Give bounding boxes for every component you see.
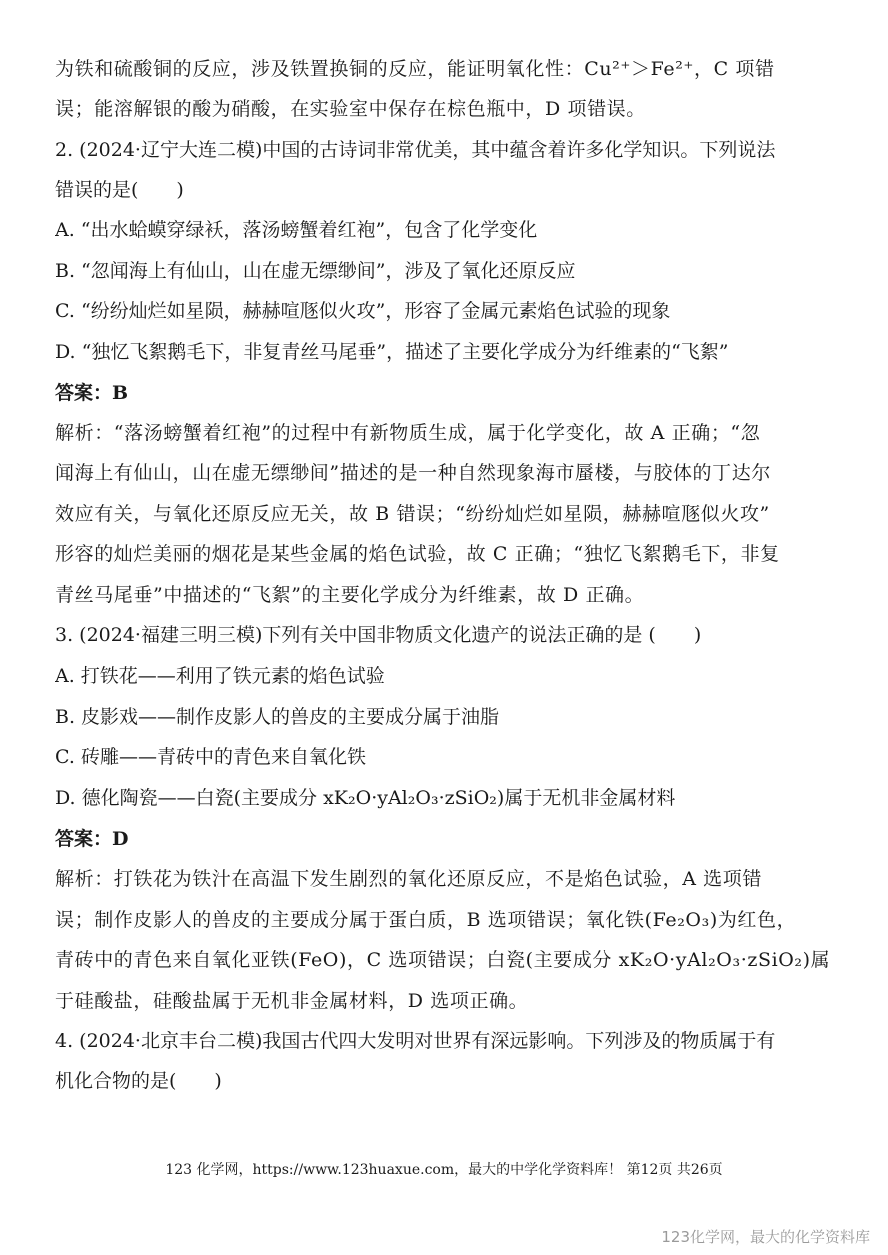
question-3-option-d: D. 德化陶瓷——白瓷(主要成分 xK₂O·yAl₂O₃·zSiO₂)属于无机非金属材料 [55, 787, 676, 809]
question-2-answer: 答案：B [55, 382, 129, 404]
text-line: 为铁和硫酸铜的反应，涉及铁置换铜的反应，能证明氧化性：Cu²⁺＞Fe²⁺，C 项错 [55, 58, 775, 80]
question-4-stem: 机化合物的是( ) [55, 1070, 222, 1092]
question-3-option-c: C. 砖雕——青砖中的青色来自氧化铁 [55, 746, 366, 768]
question-2-analysis: 青丝马尾垂”中描述的“飞絮”的主要化学成分为纤维素，故 D 正确。 [55, 584, 645, 606]
page-footer: 123 化学网，https://www.123huaxue.com，最大的中学化学资料库！ 第12页 共26页 [165, 1162, 723, 1178]
text-line: 误；能溶解银的酸为硝酸，在实验室中保存在棕色瓶中，D 项错误。 [55, 98, 646, 120]
question-2-analysis: 效应有关，与氧化还原反应无关，故 B 错误；“纷纷灿烂如星陨，赫赫喧豗似火攻” [55, 503, 770, 525]
question-2-option-a: A. “出水蛤蟆穿绿袄，落汤螃蟹着红袍”，包含了化学变化 [55, 219, 538, 241]
question-2-analysis: 形容的灿烂美丽的烟花是某些金属的焰色试验，故 C 正确；“独忆飞絮鹅毛下，非复 [55, 543, 780, 565]
watermark: 123化学网，最大的化学资料库 [661, 1228, 870, 1246]
question-2-stem: 错误的是( ) [55, 179, 184, 201]
question-2-option-c: C. “纷纷灿烂如星陨，赫赫喧豗似火攻”，形容了金属元素焰色试验的现象 [55, 300, 671, 322]
question-3-analysis: 青砖中的青色来自氧化亚铁(FeO)，C 选项错误；白瓷(主要成分 xK₂O·yAl₂O₃·zSiO₂)属 [55, 949, 831, 971]
question-3-option-a: A. 打铁花——利用了铁元素的焰色试验 [55, 665, 385, 687]
question-2-analysis: 闻海上有仙山，山在虚无缥缈间”描述的是一种自然现象海市蜃楼，与胶体的丁达尔 [55, 462, 771, 484]
question-4-stem: 4. (2024·北京丰台二模)我国古代四大发明对世界有深远影响。下列涉及的物质属于有 [55, 1030, 776, 1052]
question-2-stem: 2. (2024·辽宁大连二模)中国的古诗词非常优美，其中蕴含着许多化学知识。下列说法 [55, 139, 776, 161]
question-3-analysis: 误；制作皮影人的兽皮的主要成分属于蛋白质，B 选项错误；氧化铁(Fe₂O₃)为红色， [55, 909, 797, 931]
question-3-analysis: 于硅酸盐，硅酸盐属于无机非金属材料，D 选项正确。 [55, 990, 529, 1012]
question-2-option-b: B. “忽闻海上有仙山，山在虚无缥缈间”，涉及了氧化还原反应 [55, 260, 576, 282]
question-3-option-b: B. 皮影戏——制作皮影人的兽皮的主要成分属于油脂 [55, 706, 500, 728]
question-3-analysis: 解析：打铁花为铁汁在高温下发生剧烈的氧化还原反应，不是焰色试验，A 选项错 [55, 868, 762, 890]
question-2-option-d: D. “独忆飞絮鹅毛下，非复青丝马尾垂”，描述了主要化学成分为纤维素的“飞絮” [55, 341, 729, 363]
question-3-answer: 答案：D [55, 828, 129, 850]
question-3-stem: 3. (2024·福建三明三模)下列有关中国非物质文化遗产的说法正确的是 ( ) [55, 624, 702, 646]
question-2-analysis: 解析：“落汤螃蟹着红袍”的过程中有新物质生成，属于化学变化，故 A 正确；“忽 [55, 422, 761, 444]
